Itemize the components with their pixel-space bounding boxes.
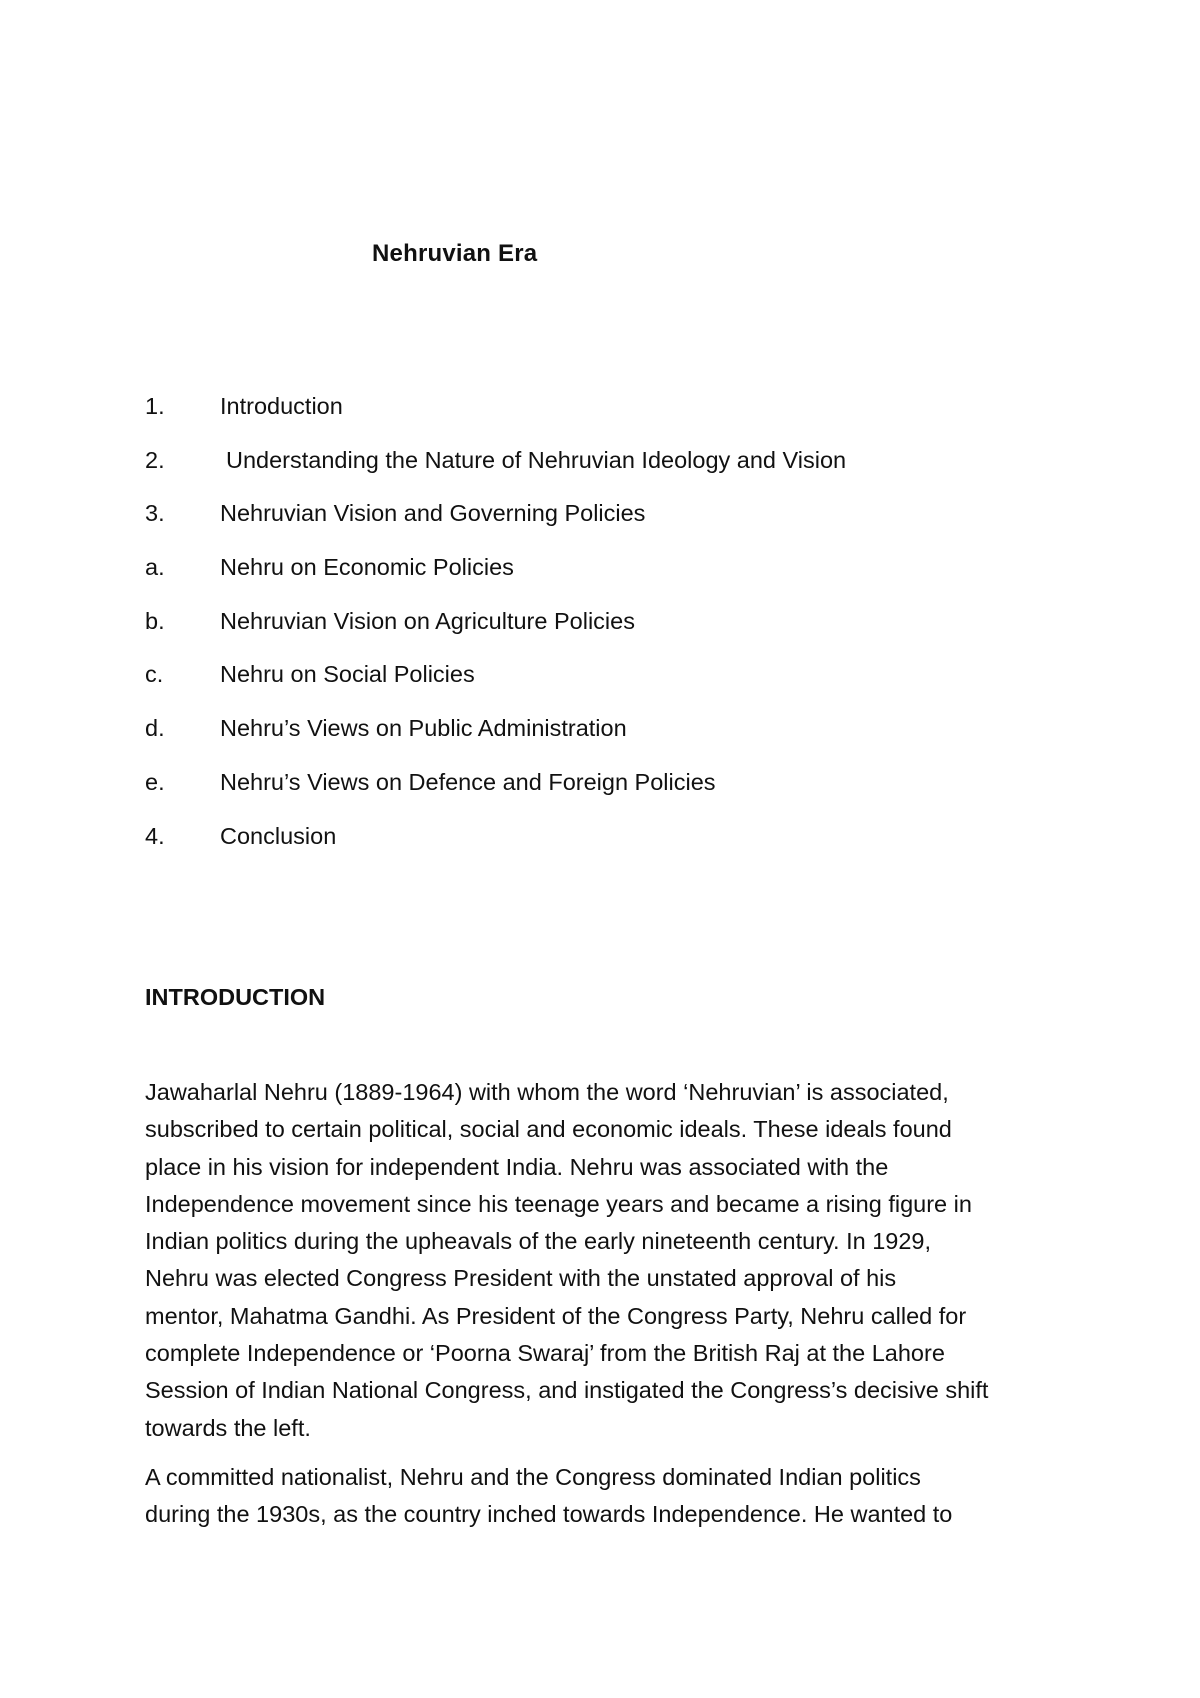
toc-text: Nehru’s Views on Public Administration <box>220 715 627 742</box>
toc-item <box>145 769 846 823</box>
toc-text: Introduction <box>220 393 343 419</box>
text-line: Indian politics during the upheavals of the early nineteenth century. In 1929, <box>145 1228 932 1255</box>
toc-text: Nehru on Social Policies <box>220 661 475 688</box>
toc-marker: a. <box>145 554 165 581</box>
text-line: Session of Indian National Congress, and instigated the Congress’s decisive shift <box>145 1377 989 1404</box>
toc-text: Understanding the Nature of Nehruvian Ideology and Vision <box>226 446 847 473</box>
toc-marker: 4. <box>145 822 165 849</box>
toc-text: Nehru on Economic Policies <box>220 554 514 581</box>
toc-item <box>145 393 846 447</box>
toc-text: Conclusion <box>220 822 337 849</box>
toc-marker: c. <box>145 661 164 688</box>
toc-item <box>145 823 846 877</box>
toc-item <box>145 715 846 769</box>
toc-text: Nehruvian Vision on Agriculture Policies <box>220 607 635 634</box>
introduction-heading: INTRODUCTION <box>145 984 326 1010</box>
text-line: mentor, Mahatma Gandhi. As President of the Congress Party, Nehru called for <box>145 1302 967 1329</box>
toc-item <box>145 608 846 662</box>
text-line: towards the left. <box>145 1414 311 1441</box>
toc-text: Nehru’s Views on Defence and Foreign Policies <box>220 768 716 795</box>
text-line: Independence movement since his teenage years and became a rising figure in <box>145 1190 972 1217</box>
paragraph <box>145 1074 1075 1447</box>
text-line: subscribed to certain political, social and economic ideals. These ideals found <box>145 1116 952 1143</box>
paragraph <box>145 1459 1075 1534</box>
toc-marker: 3. <box>145 500 165 527</box>
table-of-contents <box>145 393 846 876</box>
toc-text: Nehruvian Vision and Governing Policies <box>220 500 646 527</box>
toc-item <box>145 554 846 608</box>
toc-marker: 1. <box>145 393 165 419</box>
toc-marker: 2. <box>145 446 165 473</box>
toc-item <box>145 500 846 554</box>
toc-marker: b. <box>145 607 165 634</box>
toc-item <box>145 661 846 715</box>
introduction-body <box>145 1074 1075 1546</box>
toc-marker: d. <box>145 715 165 742</box>
text-line: complete Independence or ‘Poorna Swaraj’ from the British Raj at the Lahore <box>145 1340 945 1367</box>
text-line: place in his vision for independent India. Nehru was associated with the <box>145 1153 889 1180</box>
document-title: Nehruvian Era <box>372 240 538 267</box>
text-line: during the 1930s, as the country inched towards Independence. He wanted to <box>145 1501 953 1528</box>
toc-marker: e. <box>145 768 165 795</box>
toc-item <box>145 447 846 501</box>
text-line: Jawaharlal Nehru (1889-1964) with whom the word ‘Nehruvian’ is associated, <box>145 1079 949 1105</box>
text-line: A committed nationalist, Nehru and the Congress dominated Indian politics <box>145 1463 921 1490</box>
text-line: Nehru was elected Congress President with the unstated approval of his <box>145 1265 897 1292</box>
